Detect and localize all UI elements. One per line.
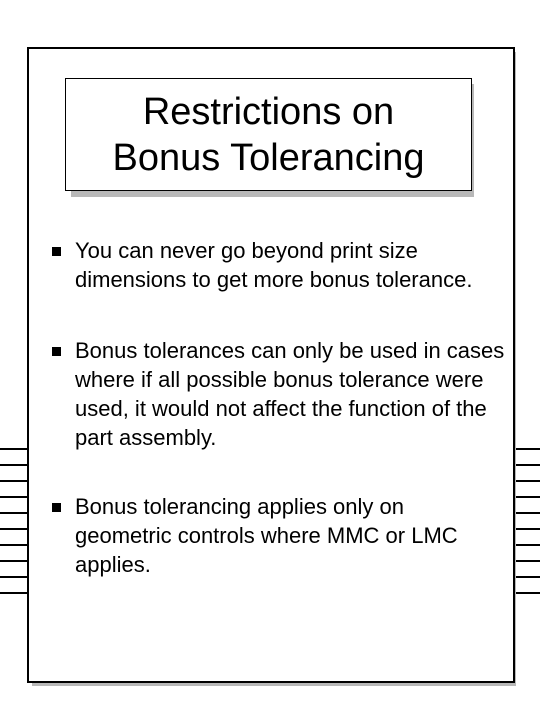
bullet-list [46, 236, 506, 579]
edge-line [0, 496, 30, 498]
slide-title [65, 78, 472, 191]
edge-line [516, 496, 540, 498]
edge-line [516, 512, 540, 514]
edge-line [516, 592, 540, 594]
edge-line [0, 448, 30, 450]
title-line-1: Restrictions on [142, 90, 395, 133]
edge-line [516, 464, 540, 466]
edge-line [0, 528, 30, 530]
edge-line [0, 576, 30, 578]
bullet-item [46, 236, 506, 294]
bullet-text: Bonus tolerances can only be used in cases where if all possible bonus tolerance were used, it would not affect the function of the part assembly. [75, 338, 505, 450]
edge-line [0, 544, 30, 546]
title-line-2: Bonus Tolerancing [112, 136, 425, 179]
bullet-text: You can never go beyond print size dimensions to get more bonus tolerance. [75, 238, 473, 292]
edge-line [516, 528, 540, 530]
square-bullet-icon [52, 503, 61, 512]
edge-line [516, 480, 540, 482]
edge-line [0, 592, 30, 594]
edge-line [516, 544, 540, 546]
edge-line [516, 560, 540, 562]
bullet-text: Bonus tolerancing applies only on geometric controls where MMC or LMC applies. [75, 494, 458, 577]
edge-line [0, 512, 30, 514]
square-bullet-icon [52, 347, 61, 356]
square-bullet-icon [52, 247, 61, 256]
edge-line [0, 560, 30, 562]
bullet-item [46, 336, 506, 452]
left-edge-lines [0, 448, 30, 608]
edge-line [516, 576, 540, 578]
edge-line [0, 480, 30, 482]
bullet-item [46, 492, 506, 579]
edge-line [516, 448, 540, 450]
edge-line [0, 464, 30, 466]
right-edge-lines [516, 448, 540, 608]
